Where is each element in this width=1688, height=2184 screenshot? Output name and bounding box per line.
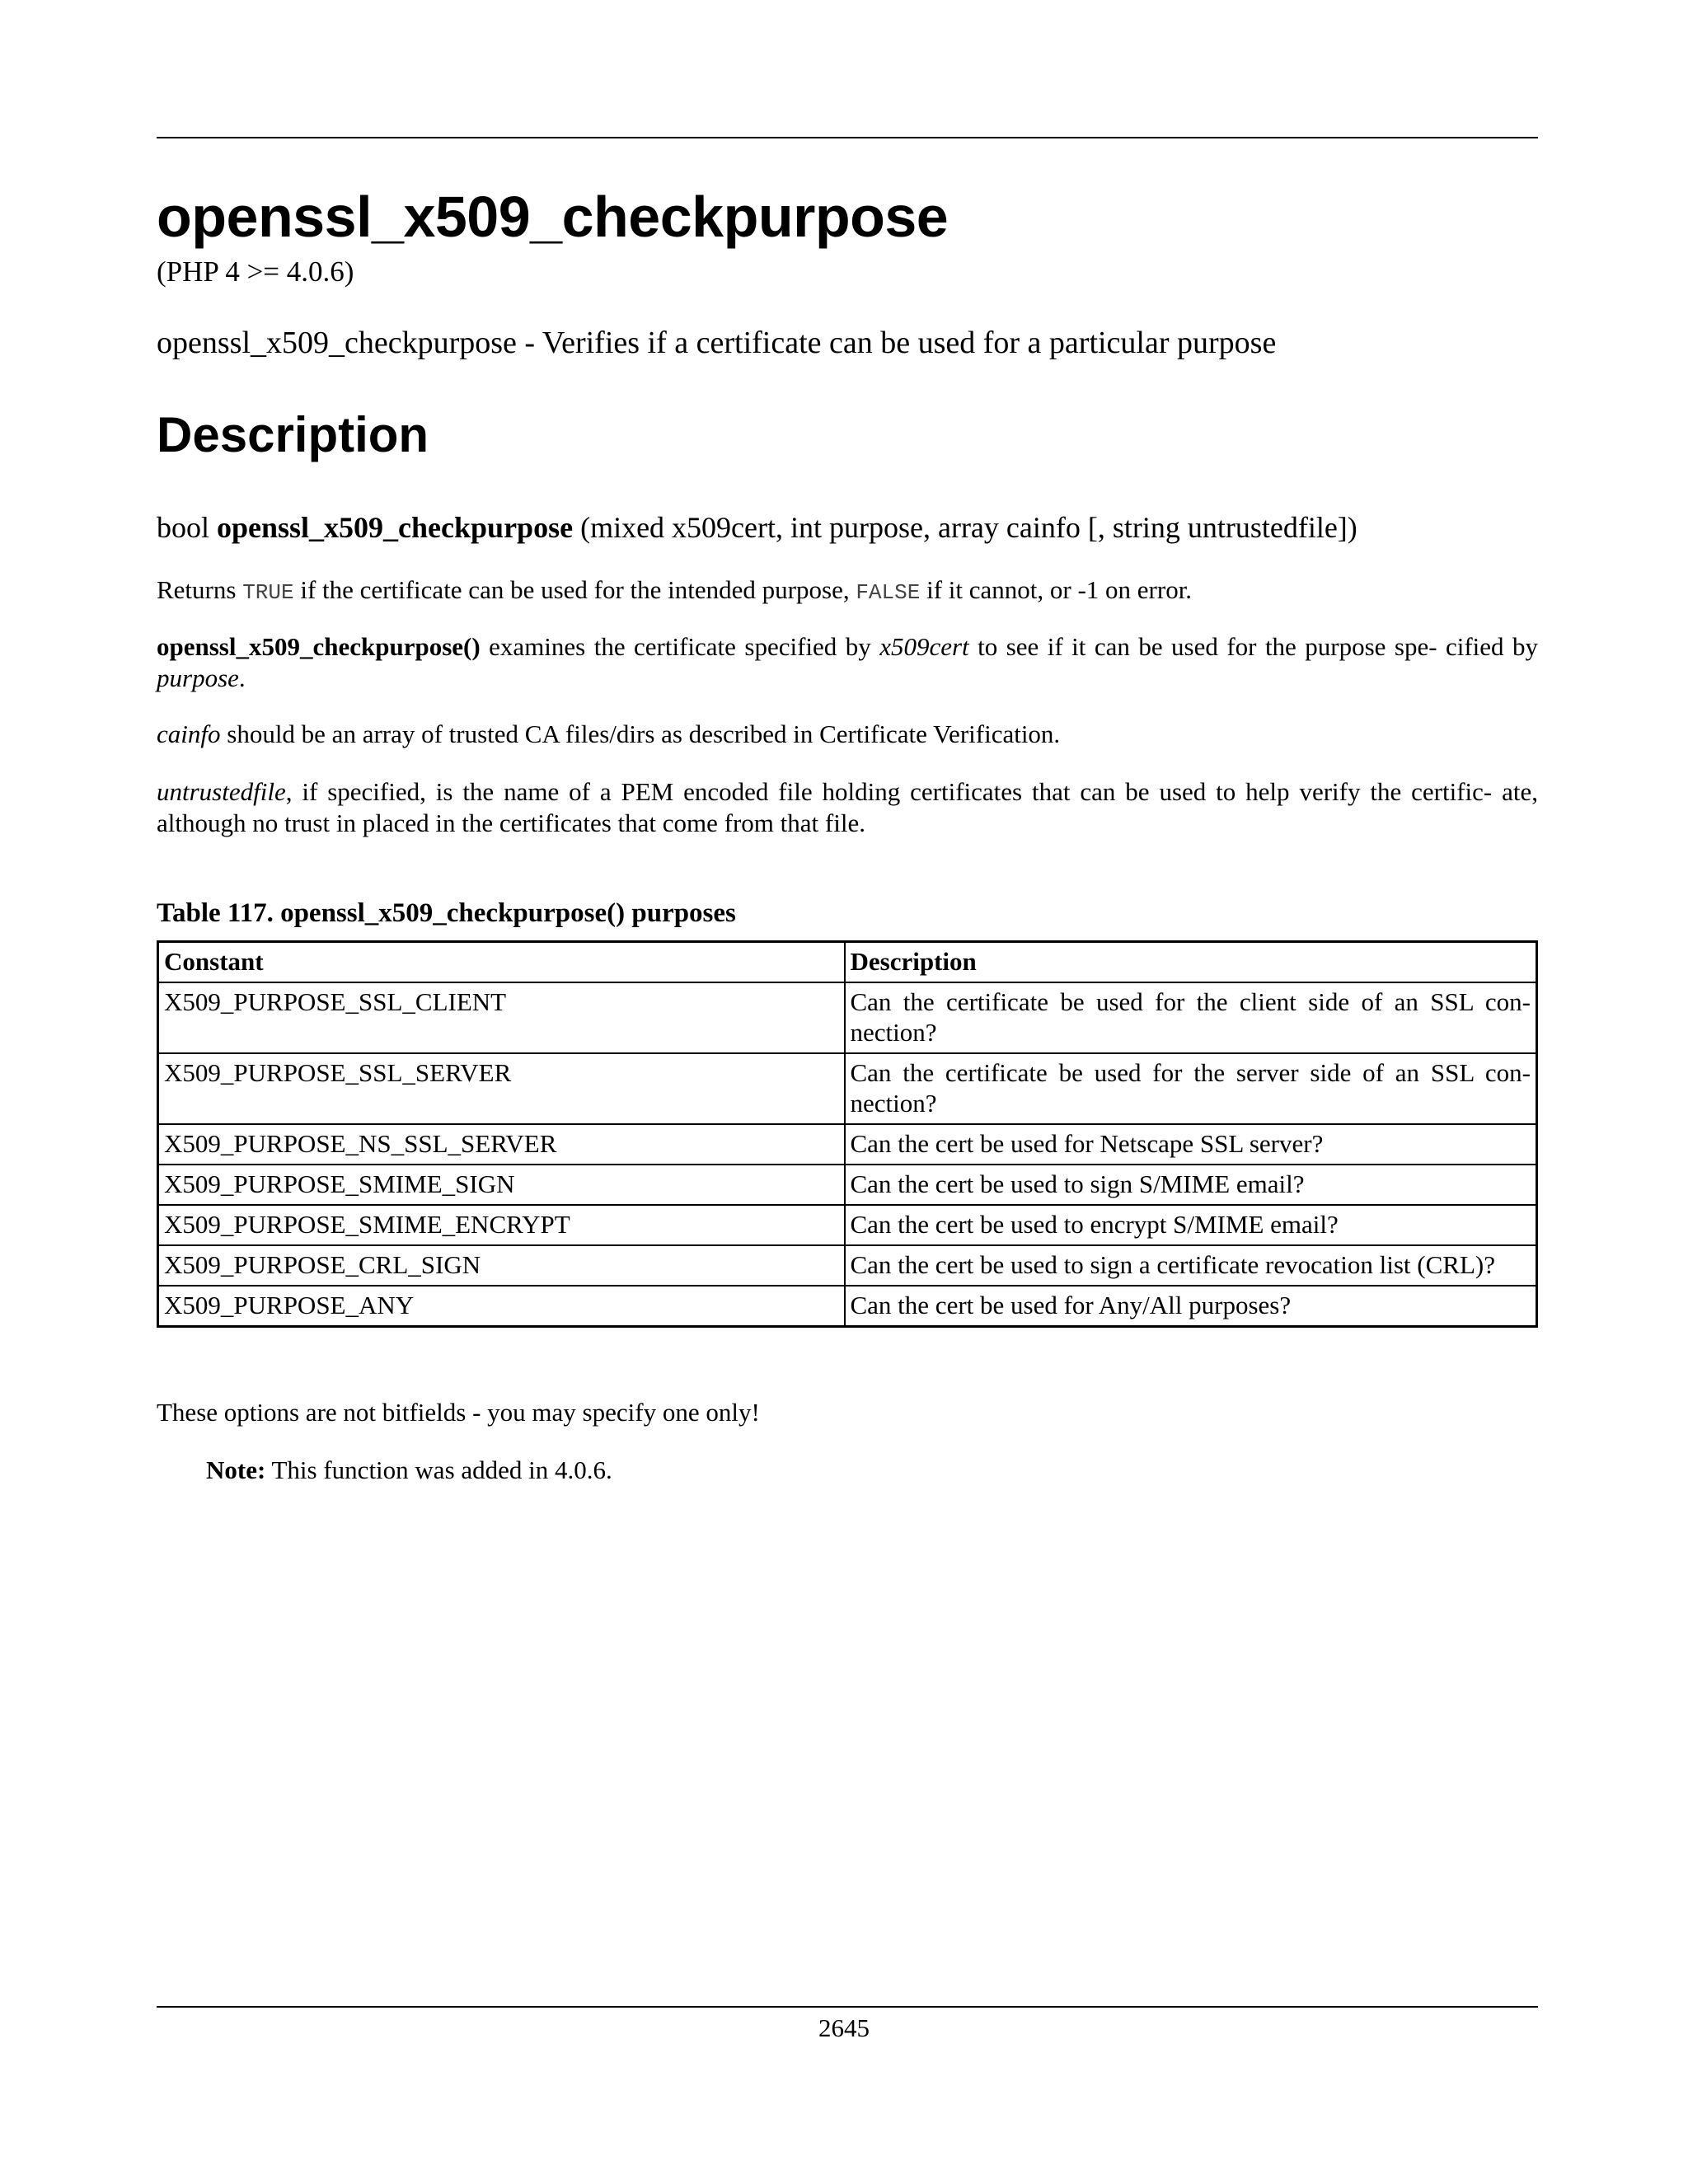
table-row [158,1286,1537,1327]
top-rule [157,137,1538,138]
description-cell: Can the certificate be used for the server side of an SSL con- nection? [845,1053,1537,1124]
options-paragraph: These options are not bitfields - you may specify one only! [157,1398,760,1427]
true-constant: TRUE [242,580,294,605]
false-constant: FALSE [856,580,921,605]
note [206,1455,612,1486]
description-cell: Can the cert be used to encrypt S/MIME email? [845,1205,1537,1245]
examines-text-1: examines the certificate specified by [489,632,871,661]
bottom-rule [157,2006,1538,2008]
constant-cell: X509_PURPOSE_NS_SSL_SERVER [158,1124,845,1165]
note-text: This function was added in 4.0.6. [271,1455,612,1484]
constant-cell: X509_PURPOSE_SSL_CLIENT [158,982,845,1053]
untrustedfile-text: , if specified, is the name of a PEM encoded file holding certificates that can be used to help verify the certific- ate, although no trust in placed in the certificates that come from that file. [157,777,1538,837]
table-row [158,1124,1537,1165]
untrustedfile-paragraph [157,776,1538,839]
note-label: Note: [206,1455,266,1484]
header-description: Description [845,942,1537,983]
description-cell: Can the certificate be used for the client side of an SSL con- nection? [845,982,1537,1053]
page-number: 2645 [818,2013,870,2042]
cainfo-text: should be an array of trusted CA files/dirs as described in Certificate Verification. [227,719,1061,748]
function-purpose: openssl_x509_checkpurpose - Verifies if a certificate can be used for a particular purpose [157,326,1277,360]
table-row [158,1053,1537,1124]
returns-prefix: Returns [157,575,237,604]
cainfo-paragraph [157,719,1538,750]
description-cell: Can the cert be used for Netscape SSL server? [845,1124,1537,1165]
header-constant: Constant [158,942,845,983]
table-row [158,1165,1537,1205]
constant-cell: X509_PURPOSE_SMIME_ENCRYPT [158,1205,845,1245]
description-cell: Can the cert be used for Any/All purposes? [845,1286,1537,1327]
description-cell: Can the cert be used to sign a certificate revocation list (CRL)? [845,1245,1537,1286]
examines-text-2: to see if it can be used for the purpose spe- cified by [978,632,1539,661]
constant-cell: X509_PURPOSE_ANY [158,1286,845,1327]
constant-cell: X509_PURPOSE_SSL_SERVER [158,1053,845,1124]
examines-function-name: openssl_x509_checkpurpose() [157,632,481,661]
table-row [158,1245,1537,1286]
param-cainfo: cainfo [157,719,221,748]
signature-function-name: openssl_x509_checkpurpose [217,511,574,544]
table-caption: Table 117. openssl_x509_checkpurpose() purposes [157,898,736,928]
signature-return-type: bool [157,511,210,544]
table-row [158,982,1537,1053]
param-x509cert: x509cert [879,632,969,661]
returns-paragraph [157,574,1538,608]
function-signature [157,513,1357,542]
examines-text-3: . [238,663,246,692]
param-purpose: purpose [157,663,239,692]
returns-suffix: if it cannot, or -1 on error. [926,575,1193,604]
table-header-row [158,942,1537,983]
purposes-table [157,940,1538,1328]
page-title: openssl_x509_checkpurpose [157,185,949,249]
description-cell: Can the cert be used to sign S/MIME email? [845,1165,1537,1205]
param-untrustedfile: untrustedfile [157,777,286,806]
constant-cell: X509_PURPOSE_CRL_SIGN [158,1245,845,1286]
section-heading: Description [157,407,429,462]
constant-cell: X509_PURPOSE_SMIME_SIGN [158,1165,845,1205]
returns-middle: if the certificate can be used for the intended purpose, [300,575,850,604]
signature-params: (mixed x509cert, int purpose, array cainfo [, string untrustedfile]) [580,511,1357,544]
examines-paragraph [157,631,1538,694]
version-info: (PHP 4 >= 4.0.6) [157,255,354,288]
table-row [158,1205,1537,1245]
